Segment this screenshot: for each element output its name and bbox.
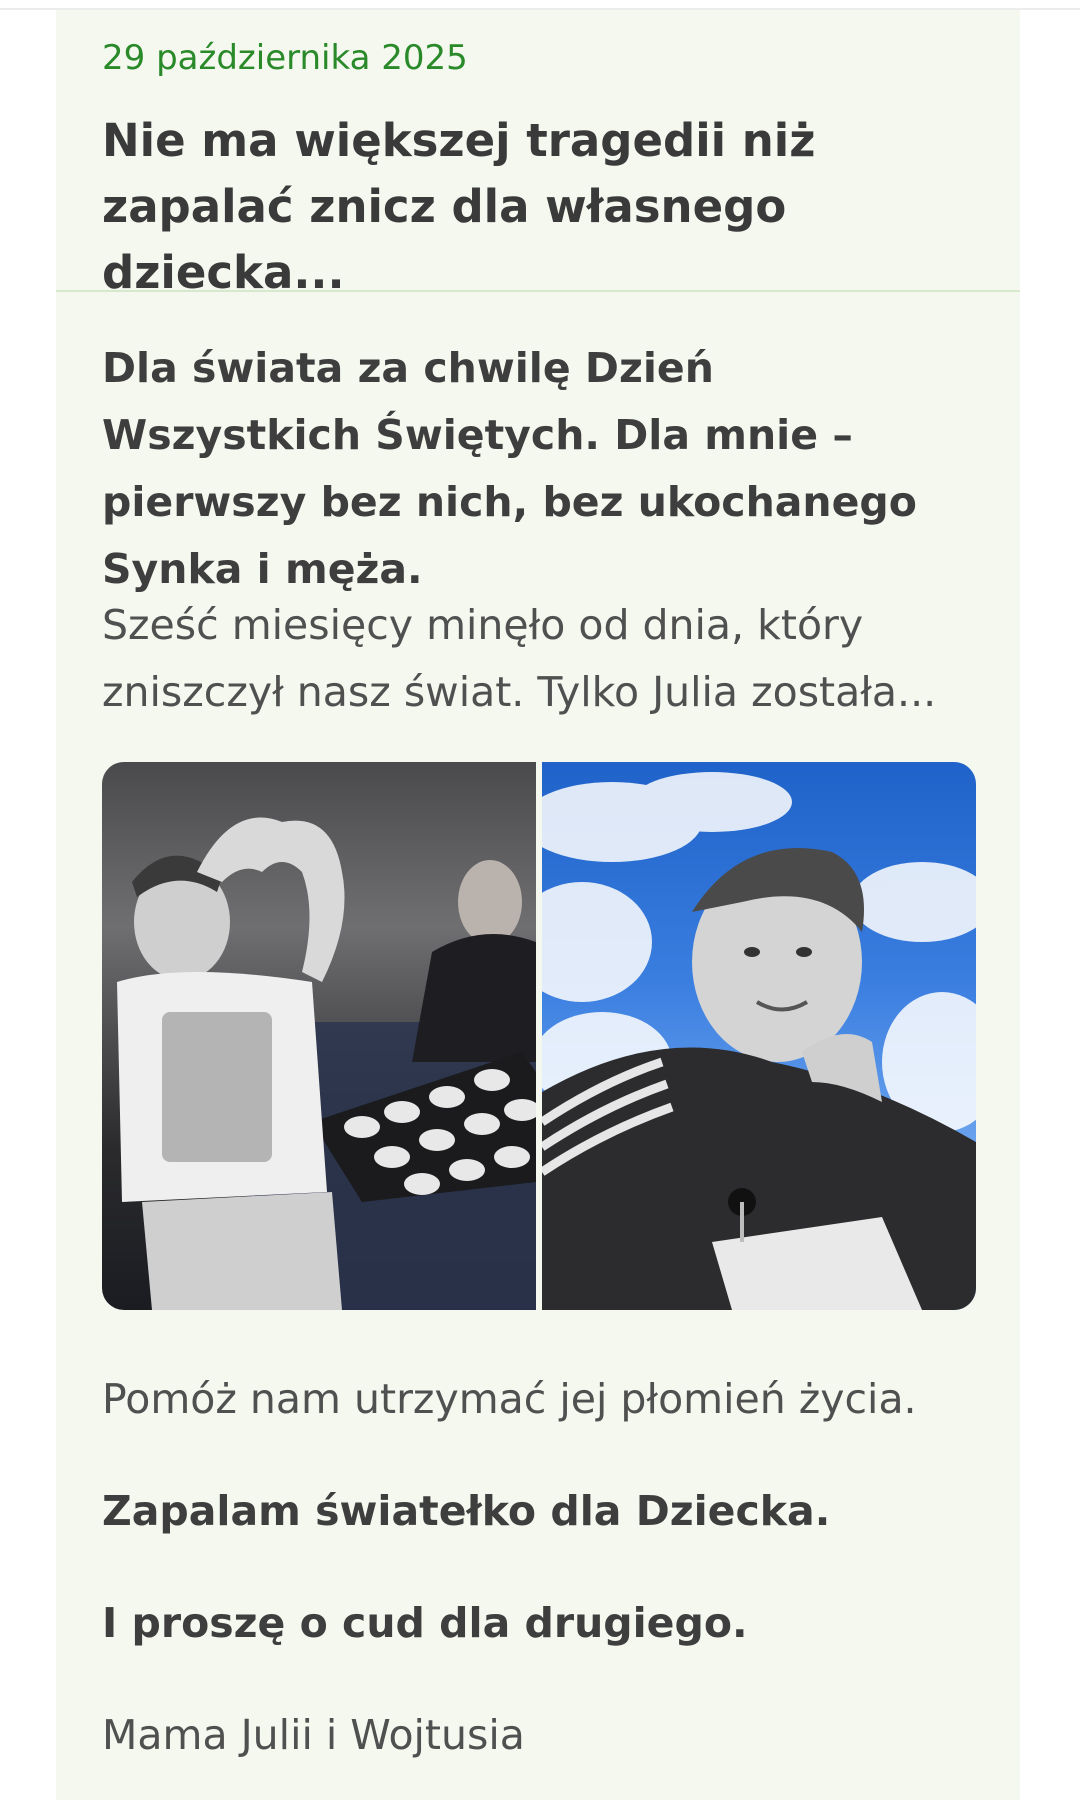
post-header [56,10,1020,299]
post-bold-line-2: I proszę o cud dla drugiego. [102,1599,748,1647]
post-date: 29 października 2025 [102,38,468,78]
post-signature: Mama Julii i Wojtusia [102,1711,525,1759]
photo-right-illustration [542,762,976,1310]
post-card [56,10,1020,1800]
post-title: Nie ma większej tragedii niż zapalać znicz dla własnego dziecka... [102,114,816,299]
post-bold-line-1: Zapalam światełko dla Dziecka. [102,1487,831,1535]
photo-boy-sky-background [542,762,976,1310]
photo-collage [102,762,974,1310]
photo-left-illustration [102,762,536,1310]
post-paragraph-2: Pomóż nam utrzymać jej płomień życia. [102,1375,917,1423]
post-lead: Dla świata za chwilę Dzień Wszystkich Świętych. Dla mnie – pierwszy bez nich, bez ukochanego Synka i męża. [102,344,917,593]
photo-boy-heart-gesture [102,762,536,1310]
top-divider [0,0,1080,10]
post-paragraph-1: Sześć miesięcy minęło od dnia, który zniszczył nasz świat. Tylko Julia została... [102,601,937,716]
